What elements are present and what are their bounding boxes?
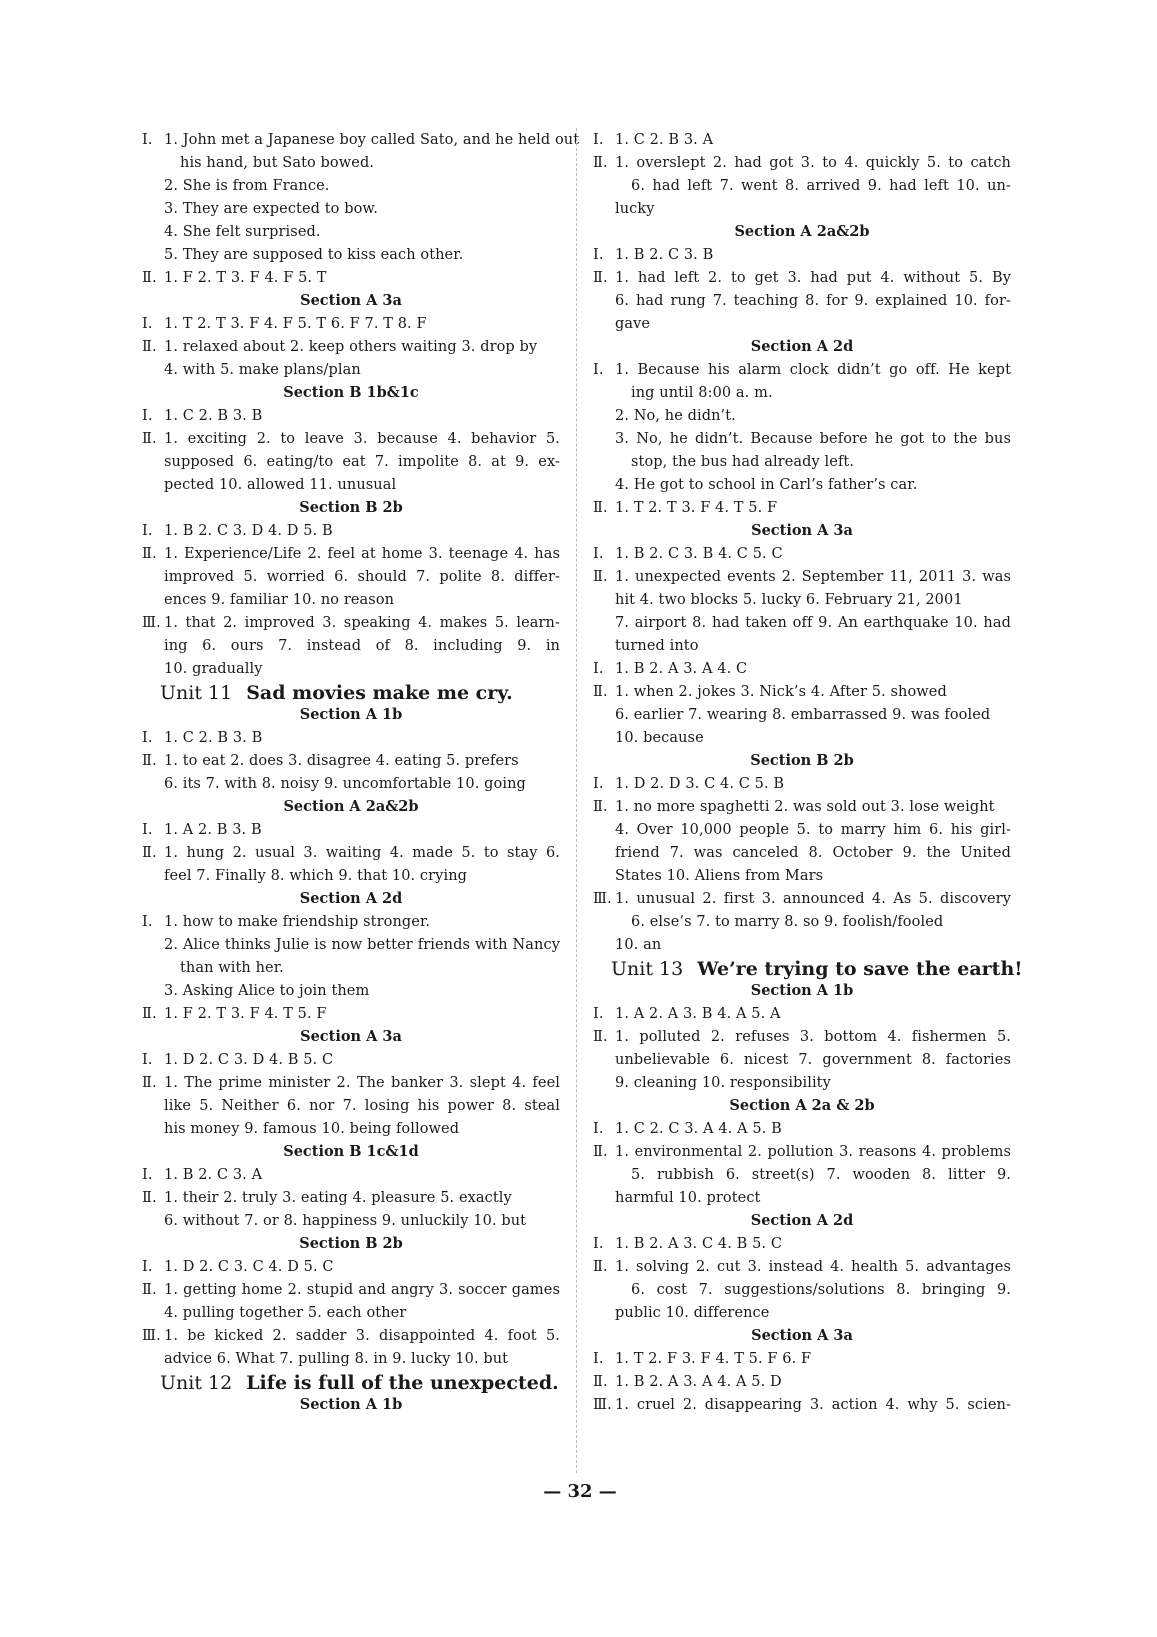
answer-line (142, 1117, 560, 1140)
answer-text: 7. airport 8. had taken off 9. An earthquake 10. had (615, 615, 1011, 631)
question-part-number: Ⅰ. (142, 132, 153, 148)
answer-text: 6. earlier 7. wearing 8. embarrassed 9. was fooled (615, 707, 991, 723)
answer-line (593, 1048, 1011, 1071)
answer-line (593, 128, 1011, 151)
answer-text: hit 4. two blocks 5. lucky 6. February 21, 2001 (615, 592, 963, 608)
answer-text: than with her. (180, 960, 284, 976)
answer-line (142, 151, 560, 174)
question-part-number: Ⅱ. (593, 1259, 608, 1275)
answer-text: 1. be kicked 2. sadder 3. disappointed 4. foot 5. (164, 1328, 560, 1344)
question-part-number: Ⅰ. (593, 1006, 604, 1022)
answer-text: 1. hung 2. usual 3. waiting 4. made 5. to stay 6. (164, 845, 560, 861)
unit-number: Unit 11 (160, 682, 233, 704)
answer-text: turned into (615, 638, 699, 654)
answer-text: 1. exciting 2. to leave 3. because 4. behavior 5. (164, 431, 560, 447)
answer-text: 1. B 2. A 3. C 4. B 5. C (615, 1236, 783, 1252)
section-heading: Section B 2b (750, 752, 854, 769)
question-part-number: Ⅱ. (142, 753, 157, 769)
answer-line (593, 1071, 1011, 1094)
answer-line (142, 1163, 560, 1186)
answer-text: 6. had left 7. went 8. arrived 9. had left 10. un- (631, 178, 1011, 194)
question-part-number: Ⅱ. (142, 1282, 157, 1298)
answer-text: 6. without 7. or 8. happiness 9. unluckily 10. but (164, 1213, 527, 1229)
answer-line (593, 588, 1011, 611)
answer-line (593, 887, 1011, 910)
question-part-number: Ⅰ. (142, 1167, 153, 1183)
question-part-number: Ⅰ. (142, 914, 153, 930)
answer-line (142, 841, 560, 864)
answer-line (142, 1002, 560, 1025)
answer-line (142, 956, 560, 979)
answer-text: 2. No, he didn’t. (615, 408, 736, 424)
column-divider (576, 128, 577, 1473)
answer-line (593, 818, 1011, 841)
answer-text: 6. had rung 7. teaching 8. for 9. explained 10. for- (615, 293, 1011, 309)
answer-line (593, 611, 1011, 634)
answer-line (593, 933, 1011, 956)
section-heading: Section A 3a (751, 522, 853, 539)
answer-text: 2. She is from France. (164, 178, 330, 194)
answer-text: 10. an (615, 937, 662, 953)
answer-text: stop, the bus had already left. (631, 454, 855, 470)
answer-text: 1. B 2. C 3. D 4. D 5. B (164, 523, 333, 539)
answer-text: 1. A 2. B 3. B (164, 822, 262, 838)
answer-line (142, 519, 560, 542)
answer-line (593, 427, 1011, 450)
answer-line (142, 611, 560, 634)
answer-line (142, 657, 560, 680)
answer-text: 1. solving 2. cut 3. instead 4. health 5. advantages (615, 1259, 1011, 1275)
answer-line (593, 1232, 1011, 1255)
question-part-number: Ⅱ. (142, 1075, 157, 1091)
answer-line (593, 726, 1011, 749)
answer-text: 1. John met a Japanese boy called Sato, and he held out (164, 132, 580, 148)
answer-text: 1. T 2. F 3. F 4. T 5. F 6. F (615, 1351, 812, 1367)
answer-line (593, 1117, 1011, 1140)
section-heading: Section A 2d (299, 890, 403, 907)
answer-text: 4. Over 10,000 people 5. to marry him 6. his girl- (615, 822, 1011, 838)
answer-line (593, 910, 1011, 933)
answer-text: 1. overslept 2. had got 3. to 4. quickly 5. to catch (615, 155, 1011, 171)
answer-text: 1. cruel 2. disappearing 3. action 4. why 5. scien- (615, 1397, 1011, 1413)
section-heading: Section A 2a&2b (734, 223, 870, 240)
question-part-number: Ⅰ. (593, 362, 604, 378)
answer-line (593, 450, 1011, 473)
answer-text: 1. polluted 2. refuses 3. bottom 4. fishermen 5. (615, 1029, 1011, 1045)
answer-text: ing until 8:00 a. m. (631, 385, 773, 401)
answer-text: public 10. difference (615, 1305, 770, 1321)
answer-line (593, 1025, 1011, 1048)
answer-text: 1. B 2. A 3. A 4. A 5. D (615, 1374, 782, 1390)
answer-text: 10. because (615, 730, 704, 746)
answer-text: his hand, but Sato bowed. (180, 155, 375, 171)
answer-line (142, 1071, 560, 1094)
answer-text: 1. to eat 2. does 3. disagree 4. eating 5. prefers (164, 753, 519, 769)
answer-text: 2. Alice thinks Julie is now better friends with Nancy (164, 937, 560, 953)
answer-text: 4. He got to school in Carl’s father’s car. (615, 477, 918, 493)
answer-text: 1. C 2. C 3. A 4. A 5. B (615, 1121, 782, 1137)
question-part-number: Ⅱ. (142, 546, 157, 562)
section-heading: Section B 2b (299, 499, 403, 516)
answer-text: 6. its 7. with 8. noisy 9. uncomfortable 10. going (164, 776, 526, 792)
question-part-number: Ⅲ. (593, 1397, 612, 1413)
section-heading: Section A 2a & 2b (729, 1097, 875, 1114)
question-part-number: Ⅱ. (142, 431, 157, 447)
answer-text: 4. with 5. make plans/plan (164, 362, 361, 378)
question-part-number: Ⅰ. (142, 316, 153, 332)
answer-text: 1. when 2. jokes 3. Nick’s 4. After 5. showed (615, 684, 947, 700)
answer-text: supposed 6. eating/to eat 7. impolite 8. at 9. ex- (164, 454, 560, 470)
answer-line (142, 335, 560, 358)
answer-line (593, 680, 1011, 703)
answer-text: 5. rubbish 6. street(s) 7. wooden 8. litter 9. (631, 1167, 1011, 1183)
answer-text: 3. No, he didn’t. Because before he got to the bus (615, 431, 1011, 447)
question-part-number: Ⅱ. (593, 270, 608, 286)
answer-text: his money 9. famous 10. being followed (164, 1121, 460, 1137)
answer-text: harmful 10. protect (615, 1190, 761, 1206)
unit-number: Unit 13 (611, 958, 684, 980)
answer-text: 1. had left 2. to get 3. had put 4. without 5. By (615, 270, 1011, 286)
question-part-number: Ⅱ. (593, 1144, 608, 1160)
answer-text: 1. unexpected events 2. September 11, 2011 3. was (615, 569, 1011, 585)
answer-text: 1. D 2. D 3. C 4. C 5. B (615, 776, 785, 792)
answer-line (142, 266, 560, 289)
question-part-number: Ⅰ. (142, 1052, 153, 1068)
answer-line (142, 818, 560, 841)
section-heading: Section B 1b&1c (283, 384, 419, 401)
answer-line (142, 979, 560, 1002)
answer-line (593, 634, 1011, 657)
question-part-number: Ⅱ. (142, 270, 157, 286)
answer-line (142, 358, 560, 381)
section-heading: Section B 2b (299, 1235, 403, 1252)
answer-line (142, 772, 560, 795)
answer-line (593, 151, 1011, 174)
answer-line (593, 1163, 1011, 1186)
answer-text: 1. A 2. A 3. B 4. A 5. A (615, 1006, 781, 1022)
question-part-number: Ⅱ. (142, 1190, 157, 1206)
answer-line (142, 726, 560, 749)
answer-line (142, 1209, 560, 1232)
answer-line (593, 1393, 1011, 1416)
answer-text: 1. C 2. B 3. A (615, 132, 714, 148)
section-heading: Section A 3a (300, 1028, 402, 1045)
answer-line (593, 772, 1011, 795)
answer-line (593, 197, 1011, 220)
answer-line (142, 128, 580, 151)
answer-text: 1. C 2. B 3. B (164, 730, 263, 746)
answer-line (142, 312, 560, 335)
answer-text: 1. getting home 2. stupid and angry 3. soccer games (164, 1282, 560, 1298)
question-part-number: Ⅱ. (593, 1374, 608, 1390)
question-part-number: Ⅰ. (593, 247, 604, 263)
answer-line (142, 565, 560, 588)
answer-text: 1. T 2. T 3. F 4. T 5. F (615, 500, 778, 516)
unit-number: Unit 12 (160, 1372, 233, 1394)
unit-title: We’re trying to save the earth! (697, 958, 1023, 980)
question-part-number: Ⅲ. (593, 891, 612, 907)
answer-line (142, 1278, 560, 1301)
answer-line (593, 1002, 1011, 1025)
answer-line (593, 1186, 1011, 1209)
answer-text: gave (615, 316, 651, 332)
answer-line (142, 749, 560, 772)
answer-line (593, 864, 1011, 887)
answer-text: 1. relaxed about 2. keep others waiting 3. drop by (164, 339, 538, 355)
answer-text: friend 7. was canceled 8. October 9. the United (615, 845, 1011, 861)
question-part-number: Ⅱ. (593, 500, 608, 516)
answer-line (593, 1347, 1011, 1370)
question-part-number: Ⅱ. (593, 155, 608, 171)
section-heading: Section A 2a&2b (283, 798, 419, 815)
answer-text: 1. Because his alarm clock didn’t go off. He kept (615, 362, 1011, 378)
answer-text: 5. They are supposed to kiss each other. (164, 247, 464, 263)
section-heading: Section A 1b (299, 706, 403, 723)
question-part-number: Ⅱ. (142, 339, 157, 355)
answer-text: pected 10. allowed 11. unusual (164, 477, 397, 493)
answer-line (593, 496, 1011, 519)
answer-line (593, 312, 1011, 335)
answer-text: ences 9. familiar 10. no reason (164, 592, 395, 608)
question-part-number: Ⅰ. (142, 1259, 153, 1275)
question-part-number: Ⅲ. (142, 615, 161, 631)
answer-text: 1. D 2. C 3. C 4. D 5. C (164, 1259, 334, 1275)
answer-line (142, 450, 560, 473)
answer-line (142, 910, 560, 933)
section-heading: Section A 2d (750, 1212, 854, 1229)
question-part-number: Ⅰ. (142, 408, 153, 424)
answer-text: improved 5. worried 6. should 7. polite 8. differ- (164, 569, 560, 585)
question-part-number: Ⅲ. (142, 1328, 161, 1344)
answer-text: feel 7. Finally 8. which 9. that 10. crying (164, 868, 468, 884)
answer-line (593, 266, 1011, 289)
question-part-number: Ⅰ. (593, 132, 604, 148)
answer-line (142, 404, 560, 427)
answer-text: ing 6. ours 7. instead of 8. including 9. in (164, 638, 560, 654)
question-part-number: Ⅱ. (142, 1006, 157, 1022)
answer-text: 4. pulling together 5. each other (164, 1305, 407, 1321)
answer-text: 4. She felt surprised. (164, 224, 321, 240)
unit-title: Life is full of the unexpected. (246, 1372, 559, 1394)
answer-text: 1. how to make friendship stronger. (164, 914, 431, 930)
answer-text: 1. B 2. A 3. A 4. C (615, 661, 748, 677)
answer-line (142, 1186, 560, 1209)
answer-text: lucky (615, 201, 655, 217)
question-part-number: Ⅱ. (593, 569, 608, 585)
answer-text: 1. environmental 2. pollution 3. reasons 4. problems (615, 1144, 1011, 1160)
answer-text: advice 6. What 7. pulling 8. in 9. lucky 10. but (164, 1351, 509, 1367)
section-heading: Section A 3a (300, 292, 402, 309)
answer-line (593, 841, 1011, 864)
answer-line (142, 864, 560, 887)
answer-text: 1. their 2. truly 3. eating 4. pleasure 5. exactly (164, 1190, 512, 1206)
answer-text: 1. C 2. B 3. B (164, 408, 263, 424)
answer-line (142, 634, 560, 657)
section-heading: Section A 3a (751, 1327, 853, 1344)
answer-line (593, 404, 1011, 427)
answer-text: 1. F 2. T 3. F 4. F 5. T (164, 270, 327, 286)
question-part-number: Ⅰ. (593, 1351, 604, 1367)
answer-line (142, 1255, 560, 1278)
question-part-number: Ⅰ. (593, 776, 604, 792)
answer-line (593, 1370, 1011, 1393)
answer-text: 9. cleaning 10. responsibility (615, 1075, 831, 1091)
question-part-number: Ⅰ. (142, 730, 153, 746)
answer-line (142, 427, 560, 450)
answer-text: 1. D 2. C 3. D 4. B 5. C (164, 1052, 334, 1068)
answer-line (142, 1048, 560, 1071)
answer-line (593, 381, 1011, 404)
answer-text: 1. Experience/Life 2. feel at home 3. teenage 4. has (164, 546, 560, 562)
answer-text: 3. They are expected to bow. (164, 201, 378, 217)
answer-text: 10. gradually (164, 661, 263, 677)
answer-text: 6. cost 7. suggestions/solutions 8. bringing 9. (631, 1282, 1011, 1298)
question-part-number: Ⅰ. (593, 1236, 604, 1252)
answer-line (593, 174, 1011, 197)
section-heading: Section A 2d (750, 338, 854, 355)
answer-text: 1. B 2. C 3. B 4. C 5. C (615, 546, 783, 562)
answer-line (142, 197, 560, 220)
answer-line (142, 1301, 560, 1324)
answer-text: like 5. Neither 6. nor 7. losing his power 8. steal (164, 1098, 560, 1114)
question-part-number: Ⅱ. (593, 799, 608, 815)
answer-text: 1. no more spaghetti 2. was sold out 3. lose weight (615, 799, 995, 815)
answer-line (593, 358, 1011, 381)
answer-line (593, 1301, 1011, 1324)
question-part-number: Ⅰ. (142, 523, 153, 539)
answer-line (142, 243, 560, 266)
answer-line (142, 542, 560, 565)
answer-line (142, 473, 560, 496)
answer-text: 1. T 2. T 3. F 4. F 5. T 6. F 7. T 8. F (164, 316, 427, 332)
answer-line (593, 542, 1011, 565)
answer-line (142, 1347, 560, 1370)
section-heading: Section A 1b (750, 982, 854, 999)
answer-text: 6. else’s 7. to marry 8. so 9. foolish/fooled (631, 914, 944, 930)
answer-line (142, 1324, 560, 1347)
answer-text: 1. that 2. improved 3. speaking 4. makes 5. learn- (164, 615, 560, 631)
question-part-number: Ⅰ. (593, 661, 604, 677)
answer-line (593, 1255, 1011, 1278)
question-part-number: Ⅱ. (593, 684, 608, 700)
answer-text: 1. B 2. C 3. A (164, 1167, 263, 1183)
answer-line (593, 1140, 1011, 1163)
answer-line (593, 1278, 1011, 1301)
answer-line (593, 565, 1011, 588)
answer-text: 1. unusual 2. first 3. announced 4. As 5. discovery (615, 891, 1011, 907)
answer-line (593, 795, 1011, 818)
answer-text: 1. B 2. C 3. B (615, 247, 714, 263)
answer-text: States 10. Aliens from Mars (615, 868, 824, 884)
answer-line (593, 289, 1011, 312)
answer-line (593, 657, 1011, 680)
answer-text: 1. F 2. T 3. F 4. T 5. F (164, 1006, 327, 1022)
answer-line (142, 174, 560, 197)
question-part-number: Ⅱ. (593, 1029, 608, 1045)
answer-text: 1. The prime minister 2. The banker 3. slept 4. feel (164, 1075, 560, 1091)
answer-line (593, 473, 1011, 496)
section-heading: Section A 1b (299, 1396, 403, 1413)
answer-text: unbelievable 6. nicest 7. government 8. factories (615, 1052, 1011, 1068)
answer-line (142, 588, 560, 611)
answer-line (593, 703, 1011, 726)
question-part-number: Ⅰ. (142, 822, 153, 838)
answer-line (142, 220, 560, 243)
page-number: — 32 — (543, 1481, 617, 1502)
unit-title: Sad movies make me cry. (246, 682, 513, 704)
answer-line (593, 243, 1011, 266)
answer-line (142, 933, 560, 956)
answer-line (142, 1094, 560, 1117)
question-part-number: Ⅰ. (593, 1121, 604, 1137)
section-heading: Section B 1c&1d (283, 1143, 419, 1160)
answer-text: 3. Asking Alice to join them (164, 983, 370, 999)
question-part-number: Ⅱ. (142, 845, 157, 861)
question-part-number: Ⅰ. (593, 546, 604, 562)
